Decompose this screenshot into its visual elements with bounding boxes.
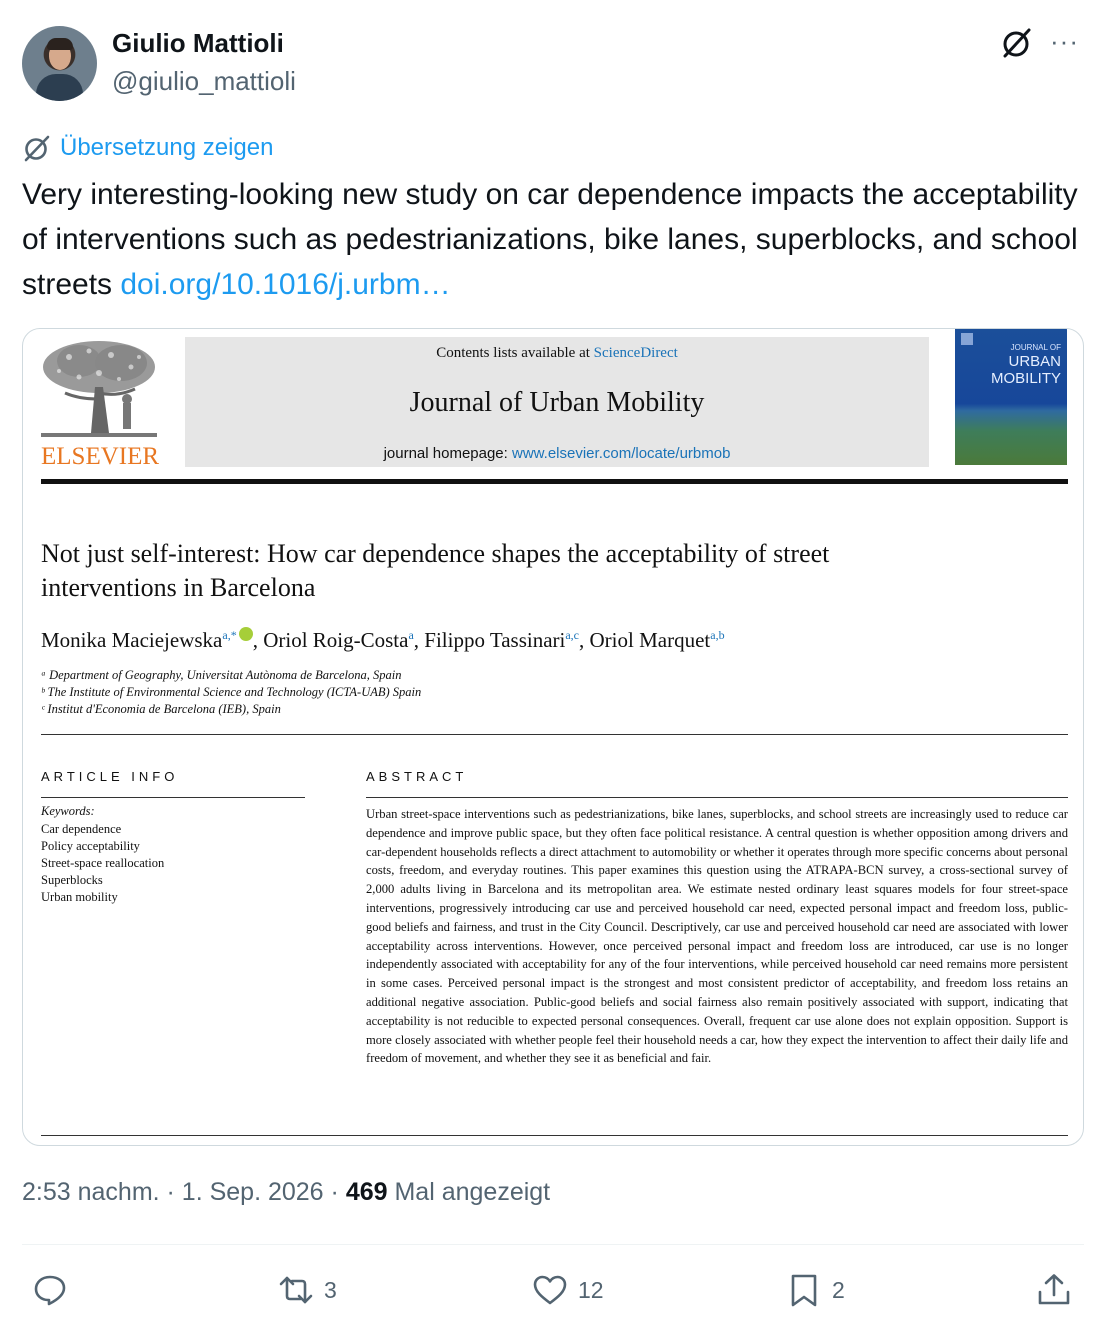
- paper-title-line2: interventions in Barcelona: [41, 573, 316, 602]
- cover-title: [991, 353, 1061, 387]
- share-button[interactable]: [1036, 1270, 1082, 1310]
- keywords-label: Keywords:: [41, 804, 95, 818]
- author-name-1: Monika Maciejewska: [41, 628, 223, 652]
- affiliation-b: ᵇ The Institute of Environmental Science and Technology (ICTA-UAB) Spain: [41, 685, 422, 699]
- tweet-timestamp[interactable]: 2:53 nachm. · 1. Sep. 2026 ·: [22, 1178, 346, 1206]
- more-options-button[interactable]: ···: [1050, 26, 1079, 56]
- author-name-2: Oriol Roig-Costa: [263, 628, 409, 652]
- abstract-rule: [366, 797, 1068, 798]
- media-image-card[interactable]: [22, 328, 1084, 1146]
- translate-label: Übersetzung zeigen: [60, 134, 274, 161]
- affiliation-a: ᵃ Department of Geography, Universitat Autònoma de Barcelona, Spain: [41, 668, 402, 682]
- retweet-button[interactable]: [278, 1270, 337, 1310]
- journal-banner: [185, 337, 929, 467]
- reply-button[interactable]: [32, 1270, 78, 1310]
- homepage-prefix: journal homepage:: [383, 445, 512, 462]
- translate-icon: [22, 133, 52, 163]
- actions-divider: [22, 1244, 1084, 1245]
- affiliation-c: ᶜ Institut d'Economia de Barcelona (IEB), Spain: [41, 702, 281, 716]
- orcid-icon: [239, 627, 253, 641]
- paper-title-line1: Not just self-interest: How car dependence shapes the acceptability of street: [41, 539, 830, 568]
- contents-line: [185, 345, 929, 362]
- author-sup-2: a: [408, 628, 414, 642]
- author-name-4: Oriol Marquet: [589, 628, 711, 652]
- keyword: Superblocks: [41, 873, 103, 887]
- like-button[interactable]: [532, 1270, 604, 1310]
- heart-icon: [532, 1272, 568, 1308]
- affiliations: [41, 667, 421, 718]
- abstract-text: Urban street-space interventions such as pedestrianizations, bike lanes, superblocks, and school streets are increasingly used to reduce car dependence and improve public space, but they often face political resistance. A central question is whether opposition among drivers and car-dependent households reflects a direct attachment to automobility or whether it operates through more specific concerns about personal costs, freedom, and everyday routines. This paper examines this question using the ATRAPA-BCN survey, a cross-sectional survey of 2,000 adults living in Barcelona and its metropolitan area. We estimate nested ordinary least squares models for four street-space interventions, progressively introducing car use and perceived household car need, expected personal impact and freedom loss, public-good beliefs and fairness, and trust in the City Council. Descriptively, car use and perceived household car need are associated with lower acceptability across interventions. However, once perceived personal impact and freedom loss are introduced, car use is no longer independently associated with acceptability for any of the four interventions, while perceived household car need remains more persistent in some cases. Perceived personal impact is the strongest and most consistent predictor of acceptability, and freedom loss retains an additional negative association. Public-good beliefs and social fairness also remain positively associated with support, indicating that acceptability is not reducible to expected personal consequences. Overall, frequent car use alone does not explain opposition. Support is more closely associated with whether people feel their household needs a car, how they expect the intervention to affect their daily life and freedom of movement, and whether they see it as beneficial and fair.: [366, 807, 1068, 1066]
- show-translation-link[interactable]: [22, 132, 273, 164]
- cover-title-line1: URBAN: [1008, 353, 1061, 370]
- article-info-rule: [41, 797, 305, 798]
- tweet-meta: [22, 1178, 550, 1207]
- bookmark-button[interactable]: [786, 1270, 845, 1310]
- bookmark-count: 2: [832, 1276, 845, 1303]
- abstract-heading: ABSTRACT: [366, 769, 468, 784]
- tweet-header: [22, 24, 1084, 104]
- views-label: Mal angezeigt: [387, 1178, 551, 1206]
- like-count: 12: [578, 1276, 604, 1303]
- reply-icon: [32, 1272, 68, 1308]
- section-rule: [41, 734, 1068, 735]
- cover-title-line2: MOBILITY: [990, 370, 1061, 387]
- tweet-body: Very interesting-looking new study on car dependence impacts the acceptability of interventions such as pedestrianizations, bike lanes, superblocks, and school streets: [22, 178, 1078, 301]
- keywords-list: [41, 821, 164, 906]
- keyword: Urban mobility: [41, 890, 118, 904]
- avatar-hair-shape: [47, 38, 73, 50]
- bottom-rule: [41, 1135, 1068, 1136]
- grok-button[interactable]: [1000, 26, 1034, 60]
- retweet-icon: [278, 1272, 314, 1308]
- tweet-text: [22, 172, 1084, 307]
- author-name-3: Filippo Tassinari: [424, 628, 566, 652]
- author-sup-3: a,c: [565, 628, 580, 642]
- contents-prefix: Contents lists available at: [436, 345, 594, 361]
- journal-homepage: [185, 445, 929, 462]
- paper-authors: Monika Maciejewska$^{a,*}$ , Oriol Roig-Costa$^a$, Filippo Tassinari$^{a,c}$, Oriol Marquet$^{a,b}$: [41, 628, 725, 652]
- cover-small-text: JOURNAL OF: [1010, 343, 1061, 352]
- sciencedirect-link: ScienceDirect: [593, 345, 678, 361]
- elsevier-wordmark: ELSEVIER: [41, 443, 160, 470]
- avatar[interactable]: [22, 26, 97, 101]
- homepage-link: www.elsevier.com/locate/urbmob: [512, 445, 731, 462]
- author-sup-4: a,b: [710, 628, 725, 642]
- retweet-count: 3: [324, 1276, 337, 1303]
- share-icon: [1036, 1272, 1072, 1308]
- header-rule: [41, 479, 1068, 484]
- views-count: 469: [345, 1178, 388, 1206]
- avatar-body-shape: [36, 74, 83, 101]
- doi-link[interactable]: doi.org/10.1016/j.urbm…: [120, 268, 451, 301]
- author-sup-1: a,*: [222, 628, 237, 642]
- keyword: Car dependence: [41, 822, 122, 836]
- elsevier-tree-logo: [39, 337, 159, 441]
- journal-cover-thumbnail: [955, 329, 1067, 465]
- grok-slash-circle-icon: [1000, 26, 1034, 60]
- keyword: Street-space reallocation: [41, 856, 165, 870]
- bookmark-icon: [786, 1272, 822, 1308]
- author-name[interactable]: Giulio Mattioli: [112, 28, 284, 58]
- article-info-heading: ARTICLE INFO: [41, 769, 179, 784]
- cover-logo-shape: [961, 333, 973, 345]
- keyword: Policy acceptability: [41, 839, 140, 853]
- author-handle[interactable]: @giulio_mattioli: [112, 66, 296, 96]
- tweet-actions: [22, 1264, 1084, 1320]
- paper-title: [41, 537, 1041, 605]
- journal-title: Journal of Urban Mobility: [409, 387, 705, 418]
- paper-screenshot: [23, 329, 1084, 1146]
